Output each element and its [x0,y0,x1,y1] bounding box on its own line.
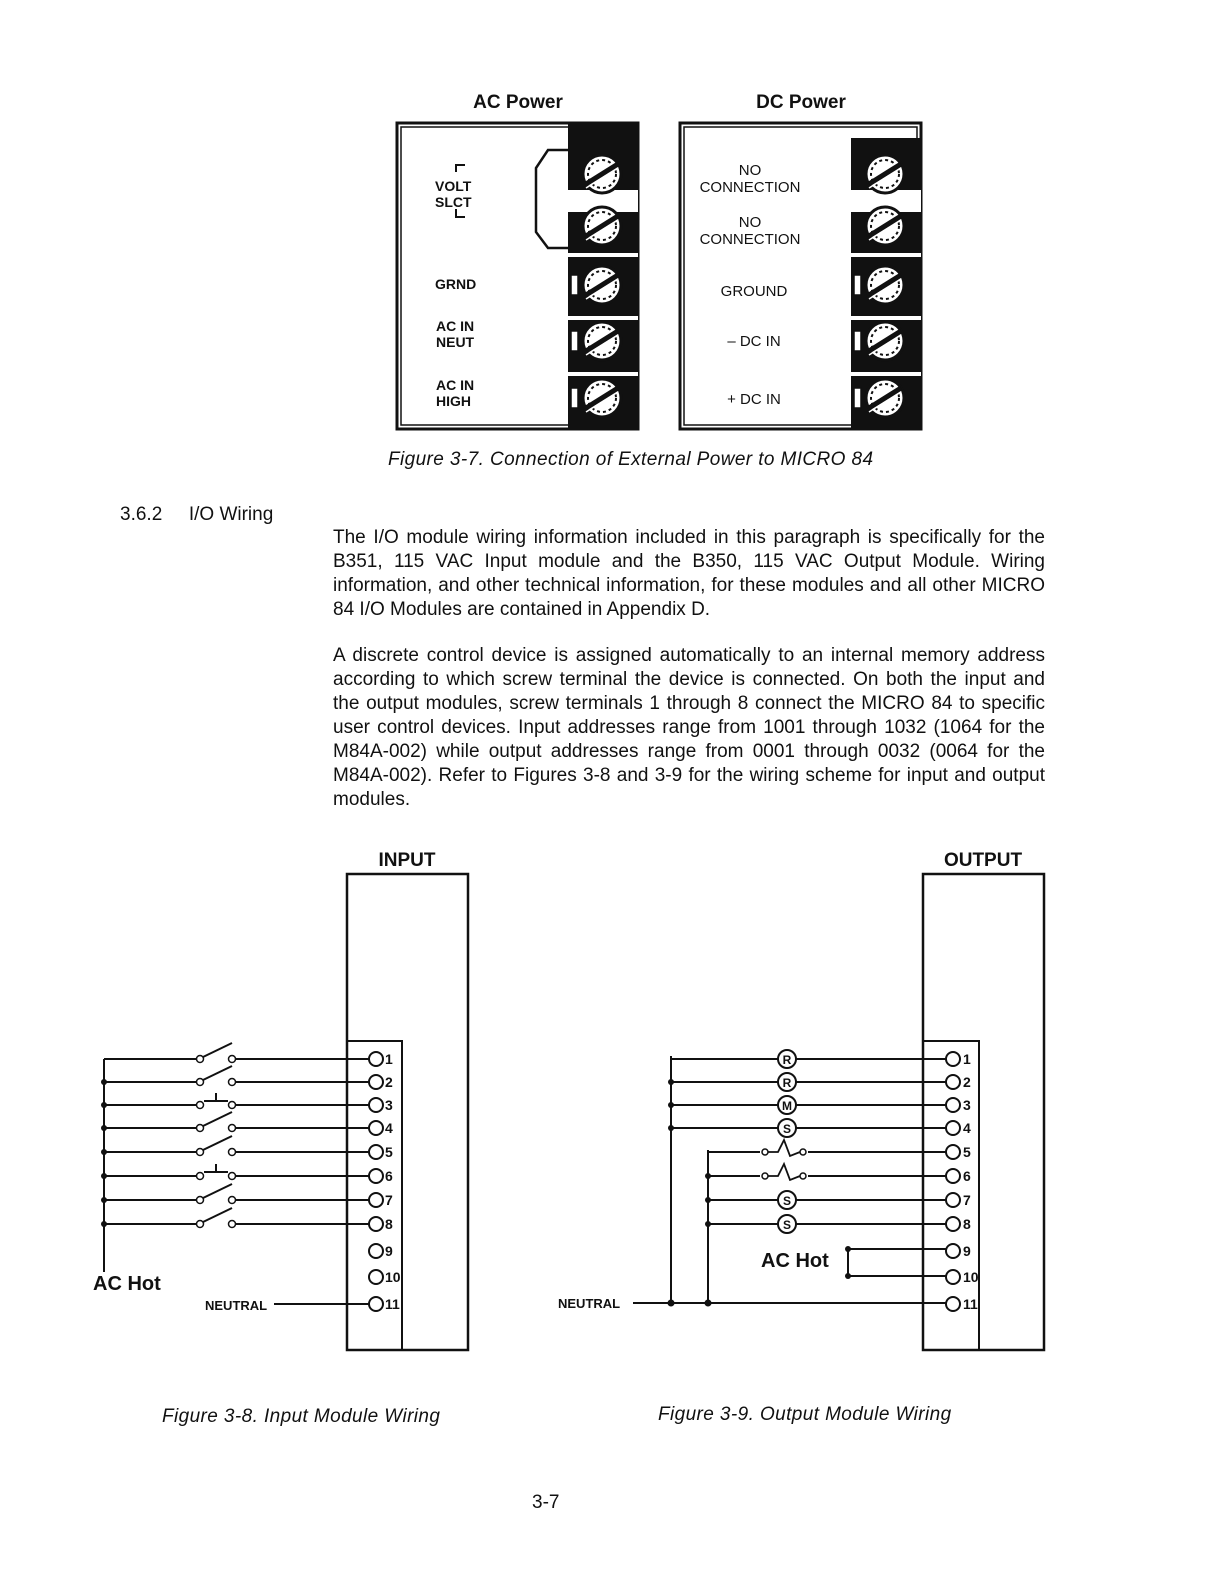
paragraph-1: The I/O module wiring information included in this paragraph is specifically for the B351, 115 VAC Input module and the B350, 115 VAC Output Module. Wiring information, and other technical information, for these modules and all other MICRO 84 I/O Modules are contained in Appendix D. [333,527,1045,620]
output-terminal-label: 3 [963,1097,971,1113]
output-terminal-4 [946,1120,971,1136]
output-terminal-1 [946,1051,971,1067]
minus-dc-in-label: – DC IN [727,333,781,350]
output-load-5 [708,1140,946,1158]
figure-3-9-caption: Figure 3-9. Output Module Wiring [658,1404,952,1425]
figure-3-7-caption: Figure 3-7. Connection of External Power to MICRO 84 [388,449,874,470]
input-terminal-11 [369,1296,400,1312]
input-terminal-10 [369,1269,401,1285]
input-title: INPUT [378,850,436,871]
input-switch-2 [101,1066,369,1086]
output-terminal-8 [946,1216,971,1232]
output-terminal-6 [946,1168,971,1184]
figure-3-8-caption: Figure 3-8. Input Module Wiring [162,1406,441,1427]
section-heading [120,504,273,526]
output-device-letter: S [782,1122,792,1136]
ac-terminal-block [397,123,638,429]
output-load-8 [705,1215,946,1233]
output-ac-hot-label: AC Hot [761,1250,829,1272]
input-switch-4 [101,1112,369,1132]
input-terminal-5 [369,1144,393,1160]
output-terminal-11 [946,1296,978,1312]
output-load-2 [668,1073,946,1091]
ac-power-title: AC Power [473,92,563,113]
output-terminal-label: 4 [963,1120,971,1136]
output-terminal-5 [946,1144,971,1160]
output-terminal-label: 8 [963,1216,971,1232]
output-ac-hot-bracket [845,1246,946,1279]
input-switch-6 [101,1164,369,1180]
section-number: 3.6.2 [120,504,163,525]
input-switch-7 [101,1184,369,1204]
ac-in-high-label: AC IN HIGH [436,377,475,409]
output-terminal-10 [946,1269,979,1285]
input-terminal-label: 5 [385,1144,393,1160]
output-load-3 [668,1096,946,1114]
input-terminal-label: 2 [385,1074,393,1090]
output-device-letter: R [782,1076,792,1090]
input-switches [101,1043,369,1272]
output-terminal-label: 2 [963,1074,971,1090]
input-terminal-label: 1 [385,1051,393,1067]
page-number: 3-7 [532,1492,560,1513]
input-switch-5 [101,1136,369,1156]
input-terminal-label: 11 [385,1296,400,1312]
output-devices [668,1050,946,1233]
input-terminal-label: 6 [385,1168,393,1184]
input-terminal-1 [369,1051,393,1067]
output-terminal-label: 6 [963,1168,971,1184]
output-load-7 [705,1191,946,1209]
volt-slct-label: VOLT SLCT [435,178,472,210]
dc-power-title: DC Power [756,92,846,113]
input-terminal-label: 3 [385,1097,393,1113]
output-terminal-label: 10 [963,1269,979,1285]
output-load-4 [668,1119,946,1137]
input-terminals [369,1051,401,1312]
output-device-letter: R [782,1053,792,1067]
input-terminal-label: 8 [385,1216,393,1232]
input-terminal-label: 9 [385,1243,393,1259]
paragraph-2: A discrete control device is assigned automatically to an internal memory address according to which screw terminal the device is connected. On both the input and the output modules, screw terminals 1 through 8 connect the MICRO 84 to specific user control devices. Input addresses range from 1001 through 1032 (1064 for the M84A-002) while output addresses range from 0001 through 0032 (0064 for the M84A-002). Refer to Figures 3-8 and 3-9 for the wiring scheme for input and output modules. [333,645,1045,810]
input-terminal-4 [369,1120,393,1136]
output-neutral-label: NEUTRAL [558,1296,621,1311]
ac-in-neut-label: AC IN NEUT [436,318,475,350]
input-terminal-9 [369,1243,393,1259]
input-module [347,874,468,1350]
input-terminal-label: 7 [385,1192,393,1208]
output-device-letter: M [782,1099,792,1113]
output-terminal-7 [946,1192,971,1208]
output-terminal-3 [946,1097,971,1113]
input-terminal-7 [369,1192,393,1208]
grnd-label: GRND [435,276,477,292]
input-switch-3 [101,1093,369,1109]
output-terminal-label: 1 [963,1051,971,1067]
input-terminal-2 [369,1074,393,1090]
output-load-1 [671,1050,946,1068]
io-wiring-diagram [0,860,1218,1370]
output-terminal-label: 5 [963,1144,971,1160]
input-terminal-6 [369,1168,393,1184]
output-load-6 [705,1164,946,1182]
input-switch-8 [101,1208,369,1228]
output-module [923,874,1044,1350]
output-device-letter: S [782,1218,792,1232]
section-title: I/O Wiring [188,504,274,525]
output-terminal-9 [946,1243,971,1259]
input-terminal-label: 10 [385,1269,401,1285]
input-switch-1 [104,1043,369,1063]
no-connection-label-b: NO CONNECTION [699,214,801,248]
output-terminal-label: 9 [963,1243,971,1259]
plus-dc-in-label: + DC IN [727,391,781,408]
output-title: OUTPUT [943,850,1023,871]
input-terminal-8 [369,1216,393,1232]
input-terminal-label: 4 [385,1120,393,1136]
output-terminals [946,1051,979,1312]
output-terminal-2 [946,1074,971,1090]
power-terminal-diagram [0,0,1218,440]
input-neutral-label: NEUTRAL [205,1298,268,1313]
output-terminal-label: 11 [963,1296,978,1312]
section-body [333,526,1045,834]
ground-label: GROUND [720,283,788,300]
output-terminal-label: 7 [963,1192,971,1208]
input-ac-hot-label: AC Hot [93,1273,161,1295]
output-device-letter: S [782,1194,792,1208]
input-terminal-3 [369,1097,393,1113]
no-connection-label-a: NO CONNECTION [699,162,801,196]
